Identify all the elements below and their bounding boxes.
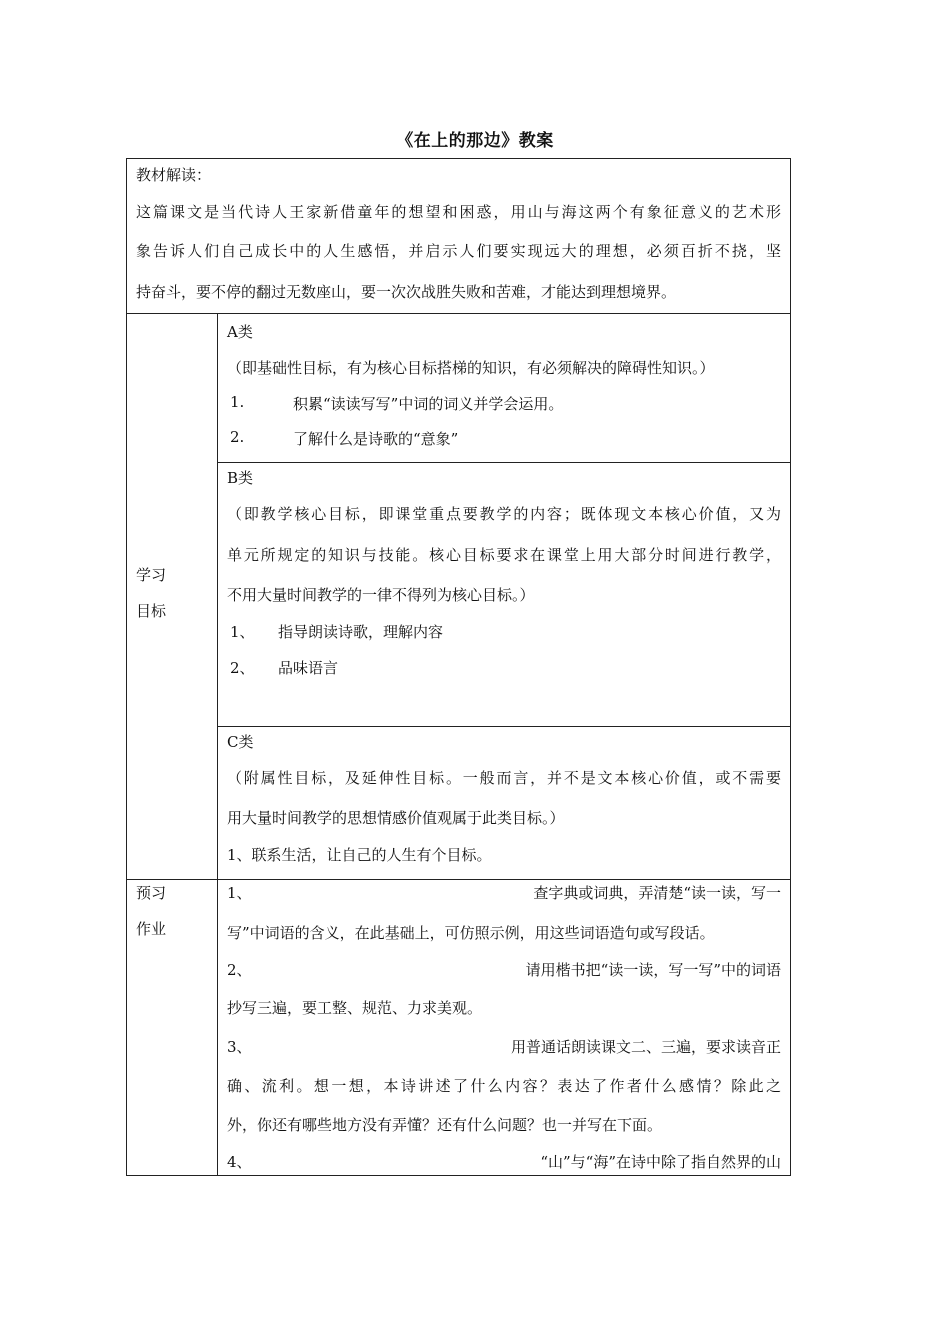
goals-c-heading: C类 [227, 733, 254, 751]
goals-b-item-2-text: 品味语言 [278, 659, 339, 677]
goals-label-1: 学习 [136, 566, 167, 584]
goals-label-cell [126, 313, 218, 880]
goals-c-desc-1: （附属性目标，及延伸性目标。一般而言，并不是文本核心价值，或不需要 [227, 769, 781, 787]
goals-b-desc-1: （即教学核心目标，即课堂重点要教学的内容；既体现文本核心价值，又为 [227, 505, 781, 523]
goals-b-heading: B类 [227, 469, 254, 487]
goals-b-item-2-num: 2、 [230, 659, 255, 677]
prep-item-2-rest-1: 抄写三遍，要工整、规范、力求美观。 [227, 999, 483, 1017]
lesson-plan-table [126, 158, 791, 1176]
intro-line-1: 这篇课文是当代诗人王家新借童年的想望和困惑，用山与海这两个有象征意义的艺术形 [136, 203, 781, 221]
prep-item-3-rest-2: 外，你还有哪些地方没有弄懂？还有什么问题？也一并写在下面。 [227, 1116, 663, 1134]
intro-line-2: 象告诉人们自己成长中的人生感悟，并启示人们要实现远大的理想，必须百折不挠，坚 [136, 242, 781, 260]
intro-line-3: 持奋斗，要不停的翻过无数座山，要一次次战胜失败和苦难，才能达到理想境界。 [136, 283, 677, 301]
goals-c-item: 1、联系生活，让自己的人生有个目标。 [227, 846, 492, 864]
goals-a-item-1-text: 积累“读读写写”中词的词义并学会运用。 [293, 395, 564, 413]
goals-b-item-1-num: 1、 [230, 623, 255, 641]
prep-item-1-first: 查字典或词典，弄清楚“读一读，写一 [533, 884, 781, 902]
prep-item-4-first: “山”与“海”在诗中除了指自然界的山 [540, 1153, 781, 1171]
goals-a-desc: （即基础性目标，有为核心目标搭梯的知识，有必须解决的障碍性知识。） [227, 359, 715, 377]
goals-a-item-1-num: 1. [230, 393, 245, 411]
prep-item-2-first: 请用楷书把“读一读，写一写”中的词语 [525, 961, 781, 979]
prep-item-1-rest-1: 写”中词语的含义，在此基础上，可仿照示例，用这些词语造句或写段话。 [227, 924, 715, 942]
prep-item-3-num: 3、 [227, 1038, 252, 1056]
intro-heading: 教材解读： [136, 166, 212, 184]
prep-item-4-num: 4、 [227, 1153, 252, 1171]
goals-a-heading: A类 [227, 323, 253, 341]
prep-label-1: 预习 [136, 884, 167, 902]
goals-b-desc-2: 单元所规定的知识与技能。核心目标要求在课堂上用大部分时间进行教学， [227, 546, 781, 564]
prep-item-1-num: 1、 [227, 884, 252, 902]
goals-c-desc-2: 用大量时间教学的思想情感价值观属于此类目标。） [227, 809, 565, 827]
goals-a-item-2-num: 2. [230, 428, 245, 446]
prep-item-3-first: 用普通话朗读课文二、三遍，要求读音正 [510, 1038, 781, 1056]
prep-item-3-rest-1: 确、流利。想一想，本诗讲述了什么内容？表达了作者什么感情？除此之 [227, 1077, 781, 1095]
goals-b-item-1-text: 指导朗读诗歌，理解内容 [278, 623, 444, 641]
page-title: 《在上的那边》教案 [396, 131, 554, 151]
prep-item-2-num: 2、 [227, 961, 252, 979]
goals-label-2: 目标 [136, 602, 167, 620]
goals-a-item-2-text: 了解什么是诗歌的“意象” [293, 430, 459, 448]
prep-label-2: 作业 [136, 920, 167, 938]
goals-b-desc-3: 不用大量时间教学的一律不得列为核心目标。） [227, 586, 535, 604]
